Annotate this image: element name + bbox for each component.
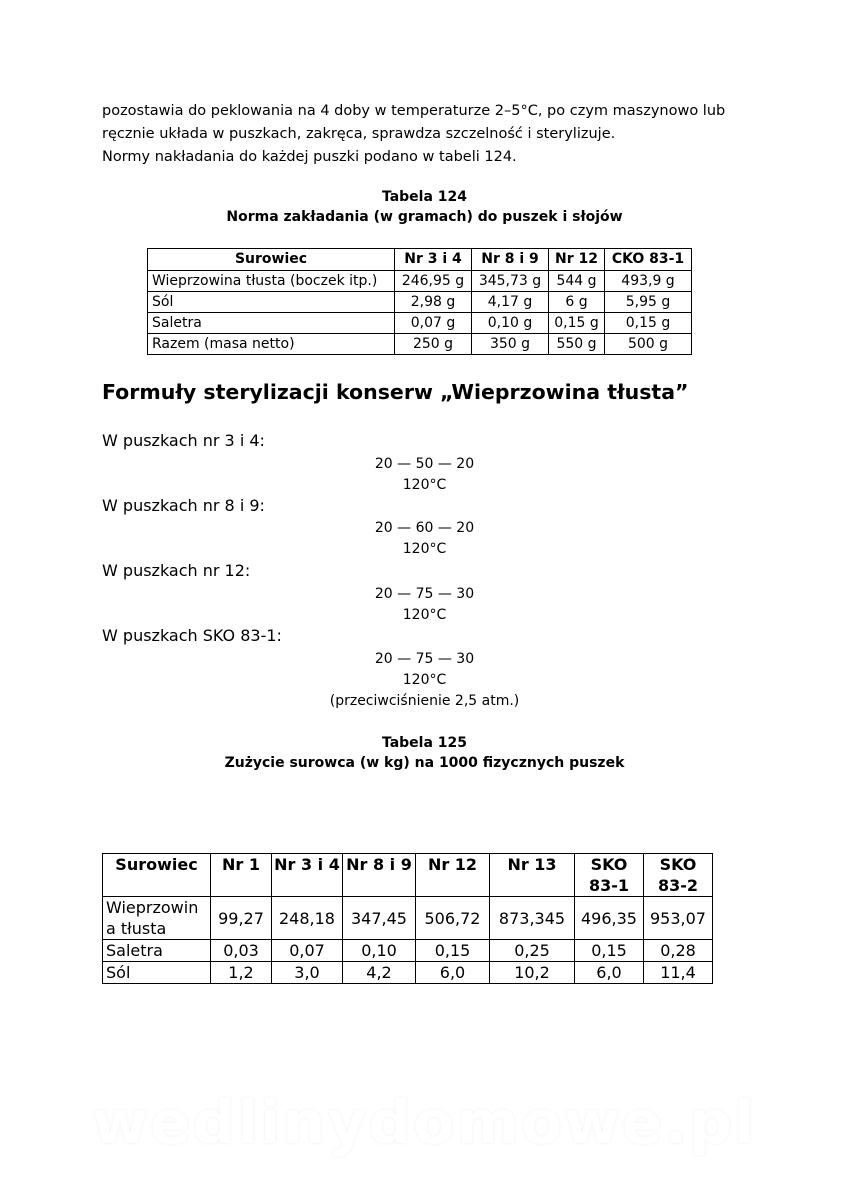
formula-label: W puszkach SKO 83-1: [102,626,282,645]
table-cell: 6 g [549,292,605,313]
table-cell: 506,72 [416,897,490,940]
table-header: Nr 3 i 4 [272,854,343,897]
table-124-title: Norma zakładania (w gramach) do puszek i słojów [226,209,623,225]
table-row [103,940,713,962]
formula-temp: 120°C [402,477,447,493]
table-row [148,271,692,292]
table-row [148,292,692,313]
table-header: Nr 12 [549,249,605,271]
formula-times: 20 — 75 — 30 [374,651,475,667]
intro-paragraph [102,100,802,169]
formula-note: (przeciwciśnienie 2,5 atm.) [329,693,520,709]
table-cell: Sól [103,962,211,984]
table-cell: 493,9 g [605,271,692,292]
table-cell: 0,15 [416,940,490,962]
table-cell: 0,15 [575,940,644,962]
table-header: Nr 8 i 9 [343,854,416,897]
table-cell: 99,27 [211,897,272,940]
table-header: Nr 3 i 4 [395,249,472,271]
table-cell: 5,95 g [605,292,692,313]
table-cell: 3,0 [272,962,343,984]
formula-times: 20 — 60 — 20 [374,520,475,536]
table-cell: 11,4 [644,962,713,984]
table-cell: 953,07 [644,897,713,940]
table-cell: 500 g [605,334,692,355]
watermark: wedlinydomowe.pl [92,1088,757,1158]
table-cell: 10,2 [490,962,575,984]
intro-line: ręcznie układa w puszkach, zakręca, sprawdza szczelność i sterylizuje. [102,126,616,142]
formula-times: 20 — 75 — 30 [374,586,475,602]
table-124-number: Tabela 124 [381,189,468,205]
table-cell: Wieprzowina tłusta [103,897,211,940]
table-cell: Saletra [103,940,211,962]
table-cell: 347,45 [343,897,416,940]
formula-times: 20 — 50 — 20 [374,456,475,472]
table-header: CKO 83-1 [605,249,692,271]
table-cell: Sól [148,292,395,313]
table-125-number: Tabela 125 [381,735,468,751]
formula-temp: 120°C [402,541,447,557]
table-header: Nr 13 [490,854,575,897]
section-title: Formuły sterylizacji konserw „Wieprzowina tłusta” [102,380,689,404]
formula-label: W puszkach nr 3 i 4: [102,431,265,450]
table-cell: 4,17 g [472,292,549,313]
table-cell: Razem (masa netto) [148,334,395,355]
formula-temp: 120°C [402,672,447,688]
table-cell: 0,15 g [549,313,605,334]
table-cell: 250 g [395,334,472,355]
table-cell: 6,0 [575,962,644,984]
table-row [148,313,692,334]
table-cell: 496,35 [575,897,644,940]
table-cell: Wieprzowina tłusta (boczek itp.) [148,271,395,292]
table-cell: 0,03 [211,940,272,962]
table-125-title: Zużycie surowca (w kg) na 1000 fizycznych puszek [224,755,625,771]
table-row [148,334,692,355]
table-cell: 0,15 g [605,313,692,334]
table-cell: 2,98 g [395,292,472,313]
table-cell: 350 g [472,334,549,355]
table-cell: 0,25 [490,940,575,962]
formula-temp: 120°C [402,607,447,623]
table-header: Surowiec [103,854,211,897]
table-header-row [148,249,692,271]
table-125 [102,853,713,984]
table-header: Surowiec [148,249,395,271]
table-header: SKO 83-2 [644,854,713,897]
table-cell: 0,07 [272,940,343,962]
table-cell: 248,18 [272,897,343,940]
table-row [103,897,713,940]
table-cell: 550 g [549,334,605,355]
formula-label: W puszkach nr 12: [102,561,251,580]
table-cell: 0,10 g [472,313,549,334]
table-header: Nr 1 [211,854,272,897]
table-cell: 246,95 g [395,271,472,292]
table-cell: 544 g [549,271,605,292]
intro-line: Normy nakładania do każdej puszki podano w tabeli 124. [102,149,517,165]
table-cell: Saletra [148,313,395,334]
table-cell: 0,28 [644,940,713,962]
intro-line: pozostawia do peklowania na 4 doby w temperaturze 2–5°C, po czym maszynowo lub [102,103,726,119]
table-124 [147,248,692,355]
formula-label: W puszkach nr 8 i 9: [102,496,265,515]
table-cell: 0,07 g [395,313,472,334]
table-header: Nr 8 i 9 [472,249,549,271]
table-header: SKO 83-1 [575,854,644,897]
table-cell: 873,345 [490,897,575,940]
table-cell: 6,0 [416,962,490,984]
table-header: Nr 12 [416,854,490,897]
table-header-row [103,854,713,897]
table-cell: 0,10 [343,940,416,962]
table-cell: 1,2 [211,962,272,984]
table-cell: 4,2 [343,962,416,984]
table-cell: 345,73 g [472,271,549,292]
table-row [103,962,713,984]
